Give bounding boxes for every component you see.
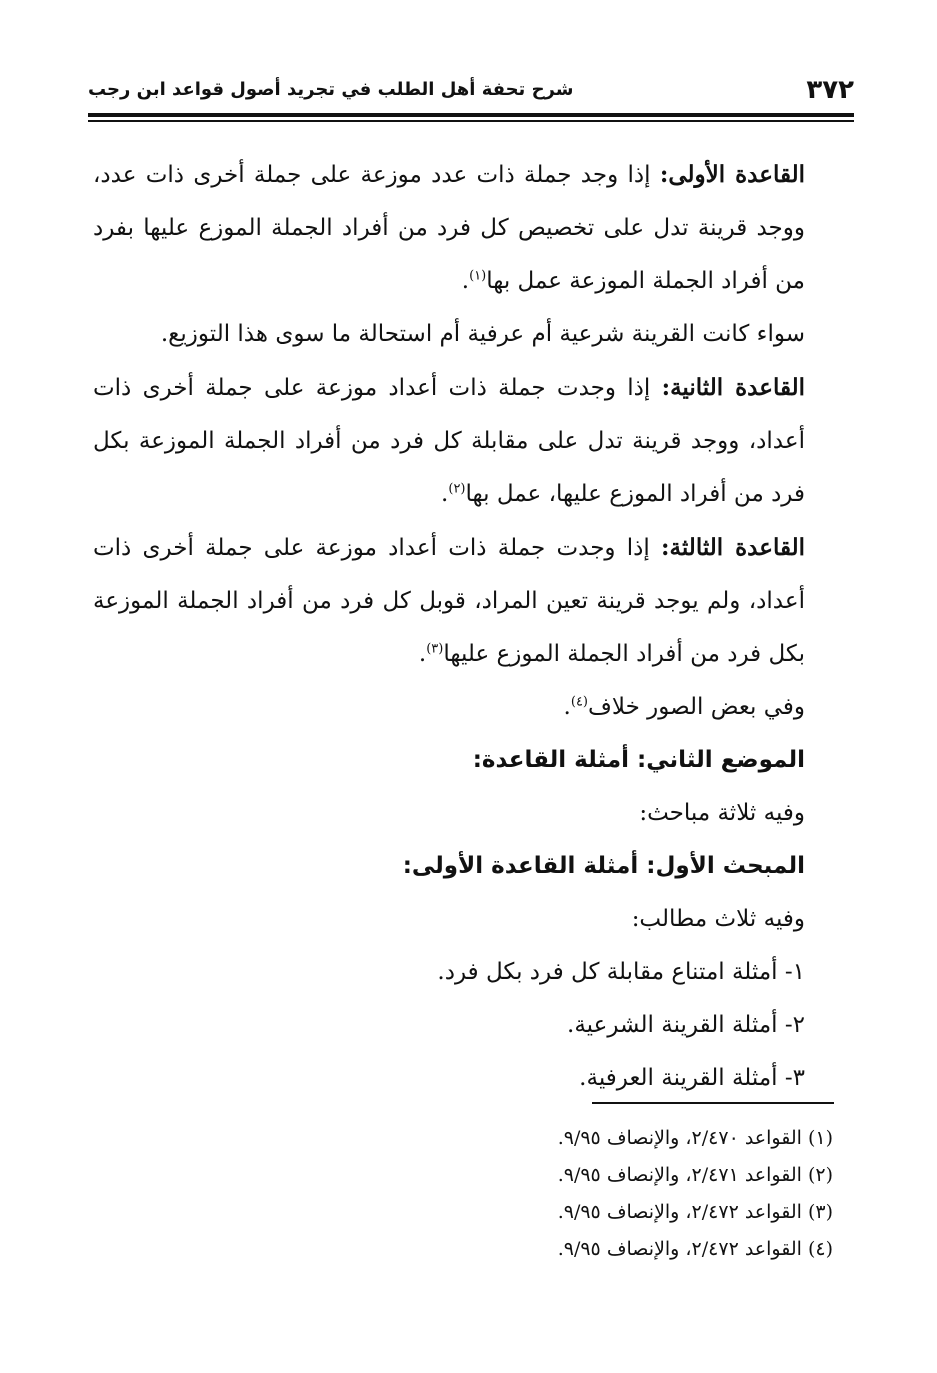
running-title: شرح تحفة أهل الطلب في تجريد أصول قواعد ابن رجب [88,79,574,100]
section-heading-first-topic: المبحث الأول: أمثلة القاعدة الأولى: [402,853,805,879]
three-sections-line: وفيه ثلاث مطالب: [631,906,805,932]
main-text [93,148,833,1105]
rule-one-term: القاعدة الأولى: [659,161,805,188]
footnote-separator [592,1102,834,1104]
footnote-ref-3: (٣) [426,641,444,657]
header-rule-thin [88,120,854,122]
rule-two-end: . [441,481,449,507]
list-item: ١- أمثلة امتناع مقابلة كل فرد بكل فرد. [437,959,805,985]
footnote-ref-4: (٤) [570,694,588,710]
section-heading-second-position: الموضع الثاني: أمثلة القاعدة: [472,747,805,773]
rule-one-paragraph [93,148,833,308]
footnote-ref-1: (١) [469,268,487,284]
rule-two-text: إذا وجدت جملة ذات أعداد موزعة على جملة أخرى ذات أعداد، ووجد قرينة تدل على مقابلة كل فرد من أفراد الجملة الموزعة بكل فرد من أفراد الموزع عليها، عمل بها [93,375,805,507]
list-item: ٣- أمثلة القرينة العرفية. [579,1065,805,1091]
footnote-4: (٤) القواعد ٢/٤٧٢، والإنصاف ٩/٩٥. [557,1238,833,1260]
footnote-2: (٢) القواعد ٢/٤٧١، والإنصاف ٩/٩٥. [557,1164,833,1186]
rule-one-end: . [461,268,470,294]
rule-two-term: القاعدة الثانية: [661,374,806,401]
rule-three-paragraph [93,521,833,681]
list-item: ٢- أمثلة القرينة الشرعية. [567,1012,805,1038]
three-topics-line: وفيه ثلاثة مباحث: [639,800,805,826]
rule-one-text: إذا وجد جملة ذات عدد موزعة على جملة أخرى ذات عدد، ووجد قرينة تدل على تخصيص كل فرد من أفراد الجملة الموزع عليها بفرد من أفراد الجملة الموزعة عمل بها [93,162,805,294]
footnote-3: (٣) القواعد ٢/٤٧٢، والإنصاف ٩/٩٥. [557,1201,833,1223]
footnote-ref-2: (٢) [448,481,466,497]
page-number: ٣٧٢ [806,75,854,105]
footnote-1: (١) القواعد ٢/٤٧٠، والإنصاف ٩/٩٥. [557,1127,833,1149]
dispute-text: وفي بعض الصور خلاف [588,694,805,720]
rule-three-text: إذا وجدت جملة ذات أعداد موزعة على جملة أخرى ذات أعداد، ولم يوجد قرينة تعين المراد، قوبل كل فرد من أفراد الجملة الموزعة بكل فرد من أفراد الجملة الموزع عليها [93,535,805,667]
rule-three-end: . [418,641,427,667]
header-rule-thick [88,113,854,117]
rule-three-term: القاعدة الثالثة: [661,534,805,561]
page-header [88,72,854,108]
rule-one-note: سواء كانت القرينة شرعية أم عرفية أم استحالة ما سوى هذا التوزيع. [160,321,805,347]
rule-two-paragraph [93,361,833,521]
footnotes [93,1120,833,1268]
dispute-end: . [563,694,571,720]
dispute-paragraph [93,681,833,734]
